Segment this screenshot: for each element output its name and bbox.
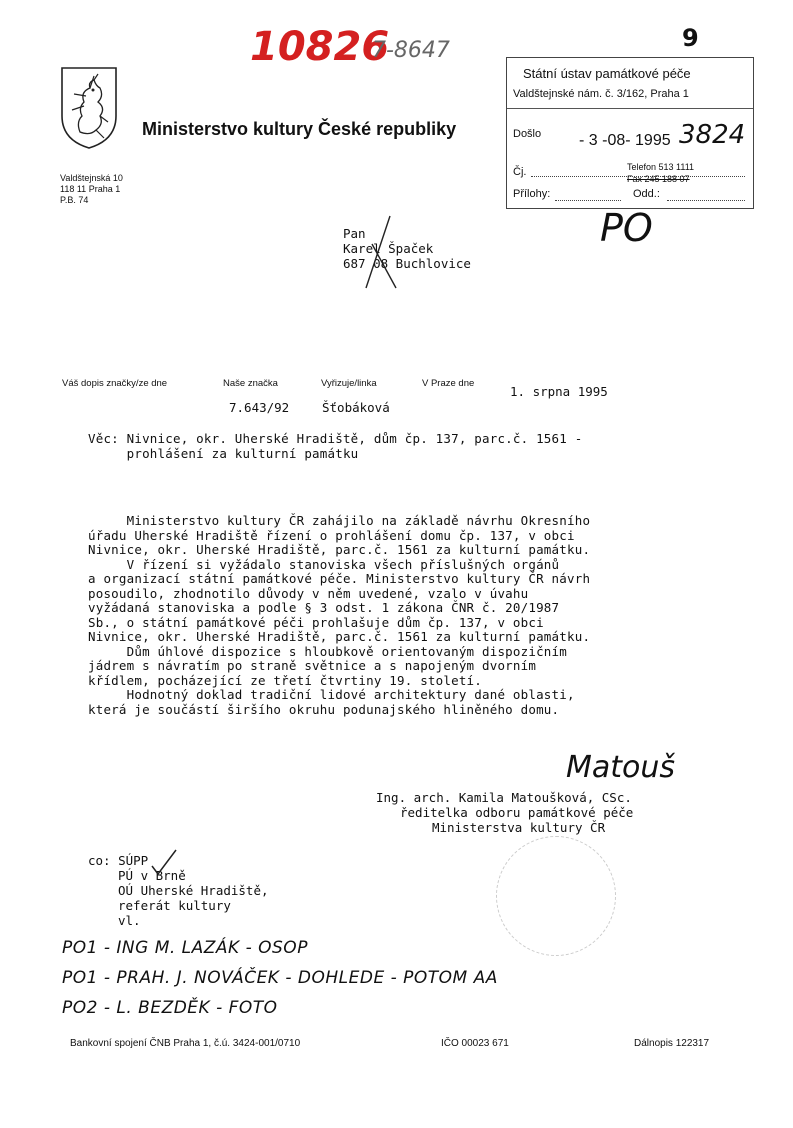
subject-block — [88, 432, 582, 461]
stamp-cj-label: Čj. — [513, 166, 527, 178]
handled-by: Šťobáková — [322, 400, 390, 415]
body-line: vyžádaná stanoviska a podle § 3 odst. 1 zákona ČNR č. 20/1987 — [88, 600, 560, 615]
signatory-title: ředitelka odboru památkové péče — [400, 805, 634, 820]
footer-telex: Dálnopis 122317 — [634, 1038, 710, 1049]
handwritten-note: PO1 - PRAH. J. NOVÁČEK - DOHLEDE - POTOM AA — [62, 968, 498, 988]
body-line: Nivnice, okr. Uherské Hradiště, parc.č. 1561 za kulturní památku. — [88, 542, 591, 557]
address-line: Valdštejnská 10 — [60, 173, 123, 183]
stamp-received-date: - 3 -08- 1995 — [579, 132, 671, 149]
recipient-line: Karel Špaček — [343, 241, 434, 256]
body-line: jádrem s návratím po straně světnice a s napojeným dvorním — [88, 658, 537, 673]
stamp-fax: Fax 245 188 07 — [627, 174, 690, 184]
footer-bank-account: Bankovní spojení ČNB Praha 1, č.ú. 3424-001/0710 — [70, 1038, 301, 1049]
handwritten-file-number: 10826 — [250, 24, 390, 70]
subject-line: prohlášení za kulturní památku — [88, 445, 359, 461]
stamp-institution: Státní ústav památkové péče — [523, 66, 691, 81]
body-line: a organizací státní památkové péče. Ministerstvo kultury ČR návrh — [88, 571, 591, 586]
ref-label-handled-by: Vyřizuje/linka — [321, 378, 377, 389]
body-line: Dům úhlové dispozice s hloubkově orientovaným dispozičním — [88, 643, 567, 659]
handwritten-po-mark: PO — [600, 206, 653, 250]
cc-line: OÚ Uherské Hradiště, — [118, 883, 269, 898]
stamp-department-label: Odd.: — [633, 188, 660, 200]
handwritten-reference: 7-8647 — [372, 38, 450, 63]
ref-label-your-letter: Váš dopis značky/ze dne — [62, 378, 168, 389]
cc-line: PÚ v Brně — [118, 868, 186, 883]
stamp-telephone: Telefon 513 1111 — [627, 162, 695, 172]
signatory-name: Ing. arch. Kamila Matoušková, CSc. — [376, 790, 632, 805]
address-line: 118 11 Praha 1 — [60, 184, 121, 194]
body-line: úřadu Uherské Hradiště řízení o prohlášení domu čp. 137, v obci — [88, 527, 575, 543]
body-line: křídlem, pocházející ze třetí čtvrtiny 19. století. — [88, 672, 483, 688]
footer-company-id: IČO 00023 671 — [441, 1038, 509, 1049]
ministry-title: Ministerstvo kultury České republiky — [142, 119, 457, 139]
body-line: Hodnotný doklad tradiční lidové architektury dané oblasti, — [88, 687, 575, 702]
recipient-line: 687 08 Buchlovice — [343, 256, 471, 271]
cc-line: SÚPP — [118, 853, 149, 868]
cross-out-mark — [360, 214, 400, 290]
cc-line: vl. — [118, 913, 141, 928]
stamp-address: Valdštejnské nám. č. 3/162, Praha 1 — [513, 88, 689, 100]
body-line: Sb., o státní památkové péči prohlašuje dům čp. 137, v obci — [88, 614, 544, 630]
cc-check-mark — [150, 848, 180, 878]
body-line: posoudilo, zhodnotilo důvody v něm uvedené, vzalo v úvahu — [88, 585, 529, 601]
body-line: V řízení si vyžádalo stanoviska všech příslušných orgánů — [88, 556, 560, 572]
letter-body — [88, 514, 590, 717]
ref-label-date: V Praze dne — [422, 378, 475, 389]
czech-lion-crest-icon — [60, 66, 118, 150]
stamp-received-label: Došlo — [513, 128, 542, 140]
stamp-attachments-label: Přílohy: — [513, 188, 551, 200]
subject-line: Věc: Nivnice, okr. Uherské Hradiště, dům čp. 137, parc.č. 1561 - — [88, 431, 583, 446]
cc-line: referát kultury — [118, 898, 231, 913]
handwritten-page-number: 9 — [682, 24, 699, 52]
faded-round-stamp — [496, 836, 616, 956]
registry-stamp — [506, 57, 754, 209]
handwritten-note: PO1 - ING M. LAZÁK - OSOP — [62, 938, 308, 958]
cc-label: co: — [88, 853, 111, 868]
address-line: P.B. 74 — [60, 195, 89, 205]
body-line: která je součástí širšího okruhu podunajského hliněného domu. — [88, 701, 560, 717]
ref-label-our-ref: Naše značka — [223, 378, 278, 389]
handwritten-note: PO2 - L. BEZDĚK - FOTO — [62, 998, 278, 1018]
handwritten-signature: Matouš — [566, 750, 676, 785]
body-line: Nivnice, okr. Uherské Hradiště, parc.č. 1561 za kulturní památku. — [88, 629, 591, 644]
stamp-handwritten-number: 3824 — [679, 120, 746, 150]
letter-date: 1. srpna 1995 — [510, 384, 608, 399]
our-reference: 7.643/92 — [229, 400, 290, 415]
signature-block — [376, 790, 633, 835]
body-line: Ministerstvo kultury ČR zahájilo na základě návrhu Okresního — [88, 513, 591, 528]
ministry-address — [60, 173, 123, 206]
signatory-ministry: Ministerstva kultury ČR — [432, 820, 606, 835]
recipient-line: Pan — [343, 226, 366, 241]
